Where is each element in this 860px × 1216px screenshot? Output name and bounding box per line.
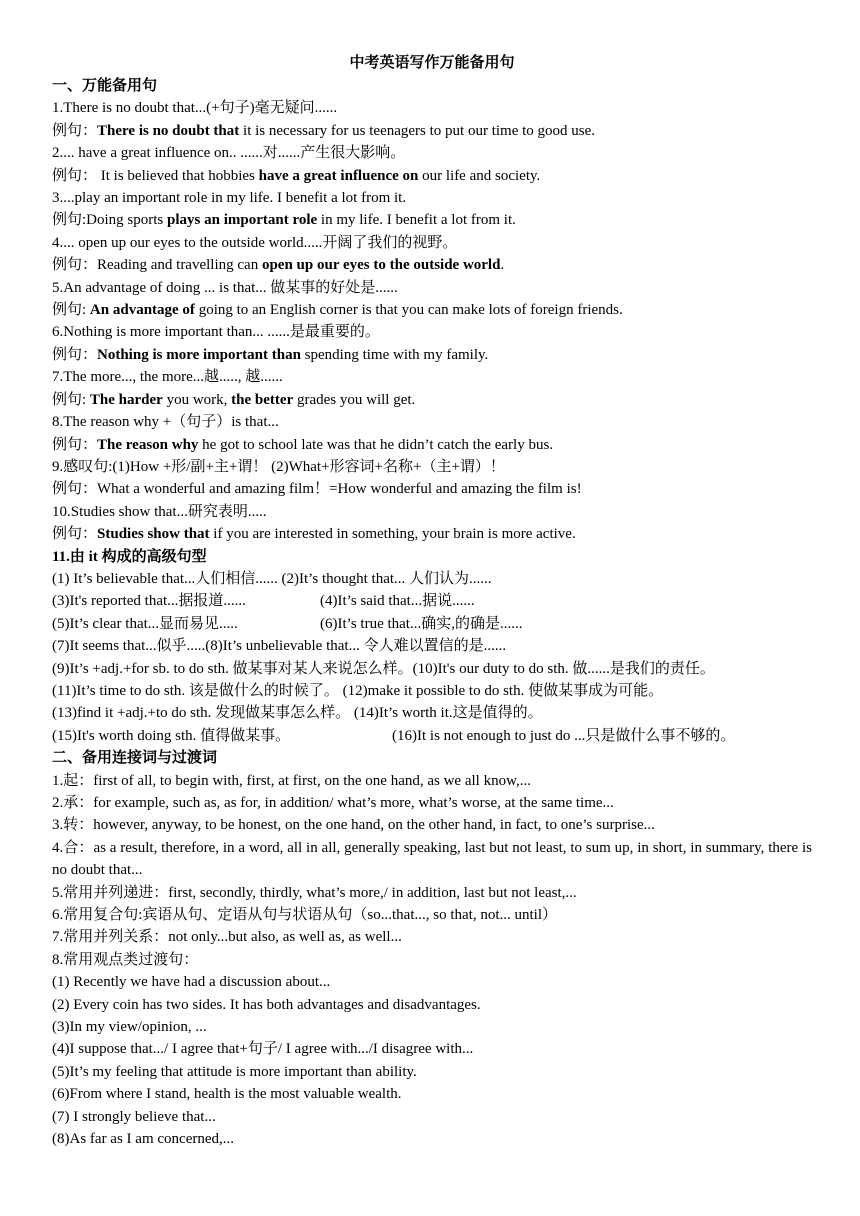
section2-line: (6)From where I stand, health is the most valuable wealth. (52, 1086, 402, 1103)
it-pattern-row (52, 635, 812, 657)
example-keyphrase: There is no doubt that (97, 122, 240, 139)
section1-heading: 一、万能备用句 (52, 78, 158, 94)
document-title: 中考英语写作万能备用句 (349, 55, 515, 71)
example-prefix: 例句：Reading and travelling can (52, 257, 262, 274)
section2-line: (4)I suppose that.../ I agree that+句子/ I agree with.../I disagree with... (52, 1041, 474, 1058)
document-page (52, 52, 812, 1151)
section1-line (52, 389, 812, 411)
section1-line (52, 209, 812, 231)
it-pattern-item: (7)It seems that...似乎.....(8)It’s unbelievable that... 令人难以置信的是...... (52, 638, 507, 655)
example-rest: in my life. I benefit a lot from it. (317, 212, 516, 229)
section2-line: 3.转：however, anyway, to be honest, on the one hand, on the other hand, in fact, to one’s surprise... (52, 817, 655, 834)
it-pattern-item: (13)find it +adj.+to do sth. 发现做某事怎么样。 (14)It’s worth it.这是值得的。 (52, 705, 543, 722)
section2-line: (7) I strongly believe that... (52, 1108, 216, 1125)
section2-line: 6.常用复合句:宾语从句、定语从句与状语从句（so...that..., so that, not... until） (52, 907, 557, 924)
section1-line (52, 434, 812, 456)
section1-line: 9.感叹句:(1)How +形/副+主+谓！ (2)What+形容词+名称+（主+谓）！ (52, 458, 505, 475)
example-prefix: 例句： It is believed that hobbies (52, 167, 259, 184)
section1-line (52, 344, 812, 366)
it-pattern-item: (4)It’s said that...据说...... (320, 593, 475, 610)
example-keyphrase: An advantage of (89, 302, 195, 319)
section2-line: 8.常用观点类过渡句： (52, 951, 199, 968)
it-pattern-row (52, 680, 812, 702)
example-prefix: 例句:Doing sports (52, 212, 168, 229)
example-keyphrase: plays an important role (167, 212, 318, 229)
example-keyphrase: open up our eyes to the outside world (261, 257, 501, 274)
it-pattern-item: (6)It’s true that...确实,的确是...... (320, 615, 523, 632)
it-pattern-item: (11)It’s time to do sth. 该是做什么的时候了。 (12)make it possible to do sth. 使做某事成为可能。 (52, 682, 664, 699)
it-pattern-row (52, 613, 812, 635)
it-pattern-row (52, 568, 812, 590)
section2-line: (5)It’s my feeling that attitude is more important than ability. (52, 1063, 417, 1080)
section1-line: 8.The reason why +（句子）is that... (52, 414, 279, 431)
it-pattern-item: (15)It's worth doing sth. 值得做某事。 (52, 727, 291, 744)
example-keyphrase: the better (231, 391, 294, 408)
it-pattern-item: (3)It's reported that...据报道...... (52, 593, 246, 610)
section2-line: 1.起：first of all, to begin with, first, at first, on the one hand, as we all know,... (52, 772, 531, 789)
section11-heading: 11.由 it 构成的高级句型 (52, 548, 207, 565)
section1-line: 3....play an important role in my life. I benefit a lot from it. (52, 190, 407, 207)
example-keyphrase: Nothing is more important than (97, 346, 301, 363)
section1-lines (52, 97, 812, 545)
example-rest: spending time with my family. (300, 346, 489, 363)
section1-line: 5.An advantage of doing ... is that... 做某事的好处是...... (52, 279, 398, 296)
section1-line: 6.Nothing is more important than... ......是最重要的。 (52, 324, 380, 341)
section11-items (52, 568, 812, 747)
section1-line (52, 523, 812, 545)
section2-lines (52, 770, 812, 1151)
example-rest: he got to school late was that he didn’t catch the early bus. (198, 436, 554, 453)
section2-heading: 二、备用连接词与过渡词 (52, 750, 218, 767)
section1-line (52, 165, 812, 187)
example-rest: it is necessary for us teenagers to put our time to good use. (239, 122, 596, 139)
section1-line (52, 299, 812, 321)
it-pattern-row (52, 702, 812, 724)
example-rest: our life and society. (418, 167, 541, 184)
section2-line: (3)In my view/opinion, ... (52, 1019, 207, 1036)
section1-line: 例句：What a wonderful and amazing film！=How wonderful and amazing the film is! (52, 481, 582, 498)
example-keyphrase: have a great influence on (258, 167, 419, 184)
section1-line: 7.The more..., the more...越....., 越...... (52, 369, 283, 386)
section2-line: 4.合：as a result, therefore, in a word, all in all, generally speaking, last but not least, to sum up, in short, in summary, there is no doubt that... (52, 839, 812, 879)
section1-line: 2.... have a great influence on.. ......对......产生很大影响。 (52, 145, 406, 162)
example-rest: going to an English corner is that you can make lots of foreign friends. (194, 302, 623, 319)
it-pattern-item: (9)It’s +adj.+for sb. to do sth. 做某事对某人来说怎么样。(10)It's our duty to do sth. 做......是我们的责任。 (52, 660, 715, 677)
it-pattern-row (52, 725, 812, 747)
example-rest: you work, (162, 391, 232, 408)
it-pattern-item: (16)It is not enough to just do ...只是做什么事不够的。 (392, 727, 736, 744)
example-prefix: 例句: (52, 391, 90, 408)
section2-line: (2) Every coin has two sides. It has both advantages and disadvantages. (52, 996, 481, 1013)
section2-line: 2.承：for example, such as, as for, in addition/ what’s more, what’s worse, at the same time... (52, 795, 614, 811)
section1-line (52, 254, 812, 276)
it-pattern-item: (1) It’s believable that...人们相信...... (2)It’s thought that... 人们认为...... (52, 570, 492, 587)
example-keyphrase: The reason why (97, 436, 199, 453)
section2-line: 5.常用并列递进：first, secondly, thirdly, what’s more,/ in addition, last but not least,... (52, 884, 577, 901)
example-keyphrase: Studies show that (97, 526, 210, 543)
example-prefix: 例句： (52, 346, 98, 363)
section1-line: 1.There is no doubt that...(+句子)毫无疑问...... (52, 100, 338, 117)
it-pattern-item: (5)It’s clear that...显而易见..... (52, 615, 238, 632)
section2-line: (1) Recently we have had a discussion about... (52, 974, 331, 991)
it-pattern-row (52, 658, 812, 680)
example-prefix: 例句： (52, 436, 98, 453)
section2-line: 7.常用并列关系：not only...but also, as well as, as well... (52, 929, 402, 946)
example-prefix: 例句: (52, 302, 90, 319)
section1-line: 10.Studies show that...研究表明..... (52, 503, 267, 520)
example-prefix: 例句： (52, 526, 98, 543)
it-pattern-row (52, 590, 812, 612)
example-keyphrase: The harder (89, 391, 163, 408)
example-rest: if you are interested in something, your brain is more active. (209, 526, 576, 543)
section1-line (52, 120, 812, 142)
example-prefix: 例句： (52, 122, 98, 139)
example-rest: grades you will get. (293, 391, 416, 408)
section2-line: (8)As far as I am concerned,... (52, 1131, 234, 1148)
section1-line: 4.... open up our eyes to the outside world.....开阔了我们的视野。 (52, 234, 458, 251)
example-rest: . (500, 257, 505, 274)
